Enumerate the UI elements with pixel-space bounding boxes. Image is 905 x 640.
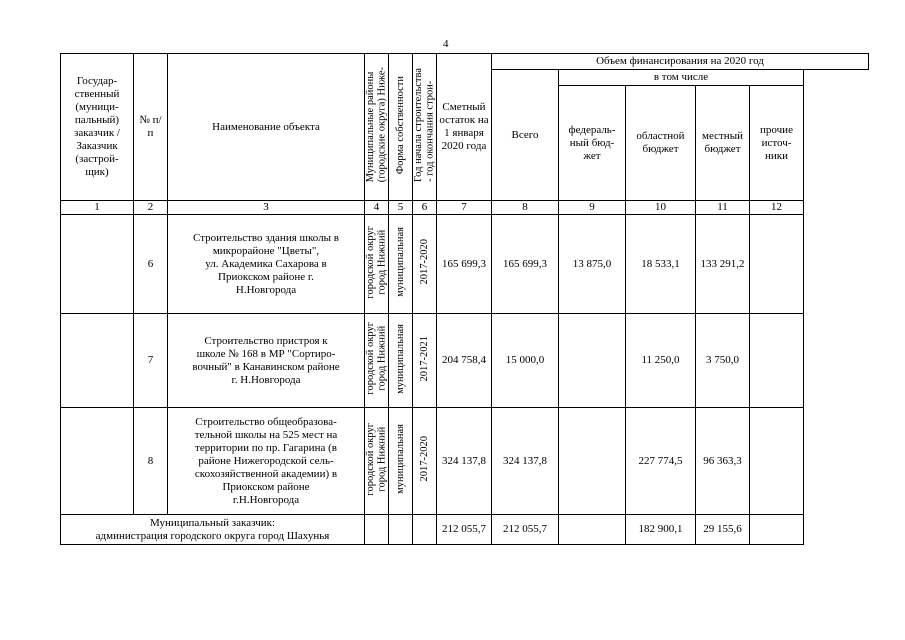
row-years-cell	[413, 314, 437, 408]
financing-table	[60, 53, 869, 545]
column-number-row	[61, 201, 869, 215]
row-district-cell	[365, 215, 389, 314]
column-number: 6	[413, 201, 437, 215]
row-other	[750, 408, 804, 515]
column-number: 7	[437, 201, 492, 215]
table-row	[61, 408, 869, 515]
column-number: 10	[626, 201, 696, 215]
header-ownership-text: Форма собственности	[394, 75, 406, 175]
row-regional: 11 250,0	[626, 314, 696, 408]
header-estimated-balance: Сметный остаток на 1 января 2020 года	[437, 54, 492, 201]
header-object-name: Наименование объекта	[168, 54, 365, 201]
header-ownership	[389, 54, 413, 201]
row-ownership-cell	[389, 215, 413, 314]
summary-regional: 182 900,1	[626, 515, 696, 545]
header-municipal-district-text: Муниципальные районы (городские округа) Ниже-	[365, 67, 388, 183]
row-other	[750, 215, 804, 314]
header-other: прочие источ- ники	[750, 86, 804, 201]
row-local: 3 750,0	[696, 314, 750, 408]
column-number: 12	[750, 201, 804, 215]
row-customer-cell	[61, 314, 134, 408]
summary-total: 212 055,7	[492, 515, 559, 545]
row-customer-cell	[61, 215, 134, 314]
row-district: городской округ город Нижний	[365, 322, 388, 395]
column-number: 2	[134, 201, 168, 215]
table-row	[61, 215, 869, 314]
column-number: 5	[389, 201, 413, 215]
row-total: 324 137,8	[492, 408, 559, 515]
summary-empty-cell	[389, 515, 413, 545]
summary-empty-cell	[413, 515, 437, 545]
row-district: городской округ город Нижний	[365, 422, 388, 496]
header-years-text: Год начала строительства - год окончания строи-	[413, 68, 436, 182]
header-customer: Государ- ственный (муници- пальный) заказчик / Заказчик (застрой- щик)	[61, 54, 134, 201]
row-total: 165 699,3	[492, 215, 559, 314]
row-years-cell	[413, 408, 437, 515]
header-num: № п/ п	[134, 54, 168, 201]
header-years	[413, 54, 437, 201]
summary-balance: 212 055,7	[437, 515, 492, 545]
summary-local: 29 155,6	[696, 515, 750, 545]
row-years: 2017-2020	[418, 239, 430, 285]
row-num: 8	[134, 408, 168, 515]
row-ownership-cell	[389, 408, 413, 515]
summary-other	[750, 515, 804, 545]
row-ownership-cell	[389, 314, 413, 408]
summary-federal	[559, 515, 626, 545]
column-number: 8	[492, 201, 559, 215]
row-regional: 18 533,1	[626, 215, 696, 314]
column-number: 4	[365, 201, 389, 215]
row-balance: 204 758,4	[437, 314, 492, 408]
row-federal	[559, 408, 626, 515]
header-municipal-district	[365, 54, 389, 201]
summary-empty-cell	[365, 515, 389, 545]
row-ownership: муниципальная	[394, 424, 406, 494]
column-number: 3	[168, 201, 365, 215]
row-local: 96 363,3	[696, 408, 750, 515]
page-number: 4	[443, 38, 449, 50]
header-total: Всего	[492, 70, 559, 201]
header-federal: федераль- ный бюд- жет	[559, 86, 626, 201]
row-other	[750, 314, 804, 408]
row-total: 15 000,0	[492, 314, 559, 408]
row-customer-cell	[61, 408, 134, 515]
column-number: 9	[559, 201, 626, 215]
column-number: 1	[61, 201, 134, 215]
row-years: 2017-2021	[418, 335, 430, 382]
row-ownership: муниципальная	[394, 227, 406, 297]
column-number: 11	[696, 201, 750, 215]
summary-row	[61, 515, 869, 545]
row-num: 6	[134, 215, 168, 314]
row-district-cell	[365, 408, 389, 515]
row-federal: 13 875,0	[559, 215, 626, 314]
row-num: 7	[134, 314, 168, 408]
row-balance: 165 699,3	[437, 215, 492, 314]
row-years-cell	[413, 215, 437, 314]
row-federal	[559, 314, 626, 408]
row-object-name: Строительство пристроя к школе № 168 в МР "Сортиро- вочный" в Канавинском районе г. Н.Новгорода	[168, 314, 365, 408]
row-regional: 227 774,5	[626, 408, 696, 515]
row-object-name: Строительство общеобразова- тельной школы на 525 мест на территории по пр. Гагарина (в районе Нижегородской сель- скохозяйственной академии) в Приокском районе г.Н.Новгорода	[168, 408, 365, 515]
header-local: местный бюджет	[696, 86, 750, 201]
row-years: 2017-2020	[418, 436, 430, 482]
row-district-cell	[365, 314, 389, 408]
row-district: городской округ город Нижний	[365, 225, 388, 299]
header-including: в том числе	[559, 70, 804, 86]
summary-label: Муниципальный заказчик: администрация городского округа город Шахунья	[61, 515, 365, 545]
header-regional: областной бюджет	[626, 86, 696, 201]
table-row	[61, 314, 869, 408]
row-ownership: муниципальная	[394, 323, 406, 394]
row-balance: 324 137,8	[437, 408, 492, 515]
row-object-name: Строительство здания школы в микрорайоне "Цветы", ул. Академика Сахарова в Приокском районе г. Н.Новгорода	[168, 215, 365, 314]
header-financing: Объем финансирования на 2020 год	[492, 54, 869, 70]
row-local: 133 291,2	[696, 215, 750, 314]
